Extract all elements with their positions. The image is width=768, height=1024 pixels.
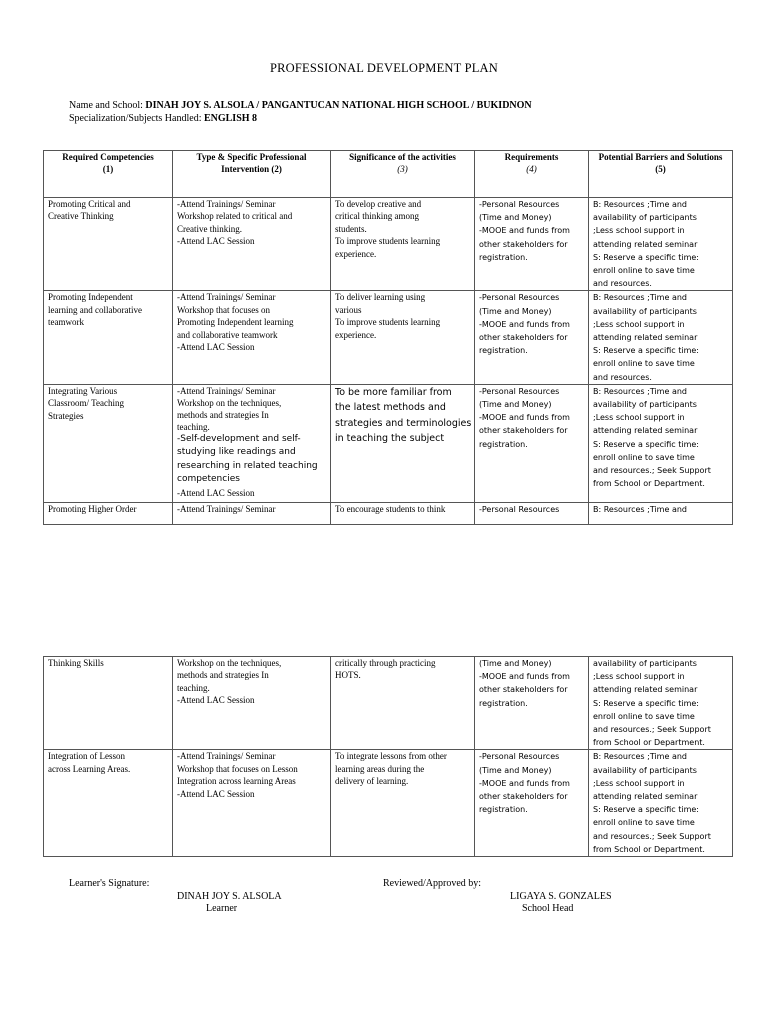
cell-intervention: Workshop on the techniques, methods and strategies In teaching. -Attend LAC Session (173, 657, 331, 750)
cell-requirements: -Personal Resources (Time and Money) -MOOE and funds from other stakeholders for registration. (475, 291, 589, 384)
cell-competency: Thinking Skills (44, 657, 173, 750)
header-barriers: Potential Barriers and Solutions (5) (589, 151, 733, 198)
header-significance: Significance of the activities (3) (331, 151, 475, 198)
cell-barriers: B: Resources ;Time and availability of participants ;Less school support in attending related seminar S: Reserve a specific time: enroll online to save time and resources.; Seek Support from School or Department. (589, 750, 733, 857)
cell-significance: To develop creative and critical thinking among students. To improve students learning experience. (331, 198, 475, 291)
header-competencies: Required Competencies (1) (44, 151, 173, 198)
header-row (44, 151, 733, 198)
table-row (44, 750, 733, 857)
cell-significance: To integrate lessons from other learning areas during the delivery of learning. (331, 750, 475, 857)
table-row (44, 384, 733, 502)
cell-requirements: -Personal Resources (Time and Money) -MOOE and funds from other stakeholders for registration. (475, 384, 589, 502)
name-value: DINAH JOY S. ALSOLA / PANGANTUCAN NATIONAL HIGH SCHOOL / BUKIDNON (145, 100, 532, 111)
cell-intervention: -Attend Trainings/ Seminar (173, 502, 331, 524)
header-requirements: Requirements (4) (475, 151, 589, 198)
reviewer-label: Reviewed/Approved by: (383, 878, 482, 889)
cell-barriers: B: Resources ;Time and (589, 502, 733, 524)
cell-intervention: -Attend Trainings/ Seminar Workshop related to critical and Creative thinking. -Attend LAC Session (173, 198, 331, 291)
plan-table-page2 (43, 656, 733, 857)
reviewer-name: LIGAYA S. GONZALES (510, 891, 612, 902)
learner-name: DINAH JOY S. ALSOLA (177, 891, 282, 902)
reviewer-role: School Head (522, 903, 574, 914)
cell-competency: Promoting Critical and Creative Thinking (44, 198, 173, 291)
header-intervention: Type & Specific Professional Intervention (2) (173, 151, 331, 198)
spec-label: Specialization/Subjects Handled: (69, 113, 202, 124)
table-row (44, 657, 733, 750)
name-label: Name and School: (69, 100, 143, 111)
cell-requirements: (Time and Money) -MOOE and funds from other stakeholders for registration. (475, 657, 589, 750)
cell-competency: Promoting Independent learning and collaborative teamwork (44, 291, 173, 384)
table-row (44, 291, 733, 384)
cell-significance: To encourage students to think (331, 502, 475, 524)
cell-barriers: availability of participants ;Less school support in attending related seminar S: Reserve a specific time: enroll online to save time and resources.; Seek Support from School or Department. (589, 657, 733, 750)
table-row (44, 198, 733, 291)
cell-requirements: -Personal Resources (Time and Money) -MOOE and funds from other stakeholders for registration. (475, 750, 589, 857)
learner-role: Learner (206, 903, 238, 914)
cell-barriers: B: Resources ;Time and availability of participants ;Less school support in attending related seminar S: Reserve a specific time: enroll online to save time and resources.; Seek Support from School or Department. (589, 384, 733, 502)
cell-intervention: -Attend Trainings/ Seminar Workshop on the techniques, methods and strategies In teaching. -Self-development and self- studying like readings and researching in related teaching competencies -Attend LAC Session (173, 384, 331, 502)
cell-barriers: B: Resources ;Time and availability of participants ;Less school support in attending related seminar S: Reserve a specific time: enroll online to save time and resources. (589, 198, 733, 291)
table-row (44, 502, 733, 524)
specialization (69, 113, 257, 124)
cell-competency: Promoting Higher Order (44, 502, 173, 524)
plan-table-page1 (43, 150, 733, 525)
cell-intervention: -Attend Trainings/ Seminar Workshop that focuses on Lesson Integration across learning Areas -Attend LAC Session (173, 750, 331, 857)
cell-competency: Integration of Lesson across Learning Areas. (44, 750, 173, 857)
cell-barriers: B: Resources ;Time and availability of participants ;Less school support in attending related seminar S: Reserve a specific time: enroll online to save time and resources. (589, 291, 733, 384)
learner-signature-label: Learner's Signature: (69, 878, 150, 889)
cell-significance: critically through practicing HOTS. (331, 657, 475, 750)
cell-competency: Integrating Various Classroom/ Teaching Strategies (44, 384, 173, 502)
cell-significance: To deliver learning using various To improve students learning experience. (331, 291, 475, 384)
name-and-school (69, 100, 532, 111)
document-title: PROFESSIONAL DEVELOPMENT PLAN (269, 61, 499, 75)
spec-value: ENGLISH 8 (203, 113, 258, 124)
cell-requirements: -Personal Resources (Time and Money) -MOOE and funds from other stakeholders for registration. (475, 198, 589, 291)
cell-significance: To be more familiar from the latest methods and strategies and terminologies in teaching the subject (331, 384, 475, 502)
cell-intervention: -Attend Trainings/ Seminar Workshop that focuses on Promoting Independent learning and collaborative teamwork -Attend LAC Session (173, 291, 331, 384)
cell-requirements: -Personal Resources (475, 502, 589, 524)
